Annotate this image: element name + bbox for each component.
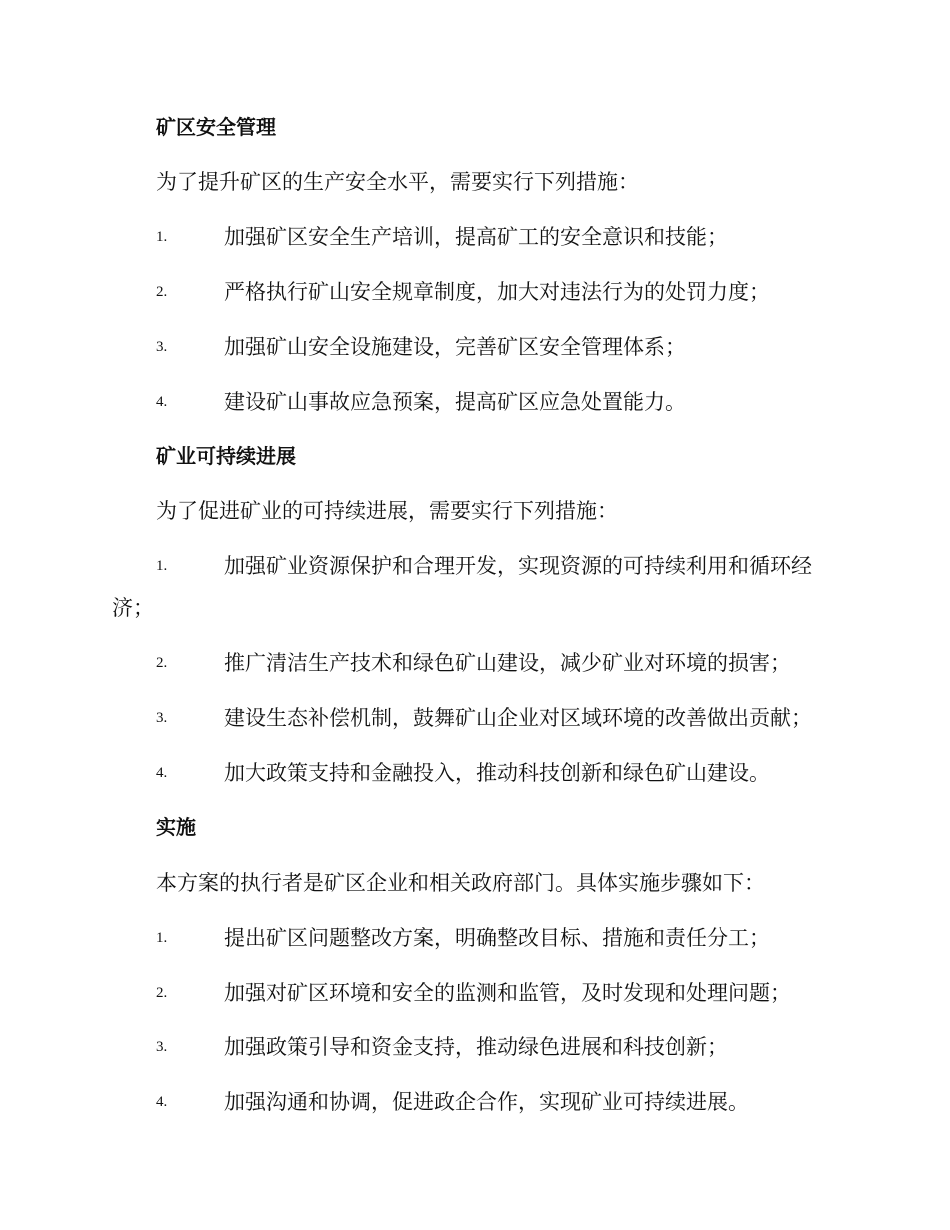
list-number: 4.	[156, 394, 168, 410]
list-number: 1.	[156, 558, 168, 574]
section-intro: 本方案的执行者是矿区企业和相关政府部门。具体实施步骤如下：	[156, 871, 765, 895]
list-item	[112, 333, 842, 361]
list-item	[112, 704, 842, 732]
list-number: 3.	[156, 710, 168, 726]
list-text: 提出矿区问题整改方案，明确整改目标、措施和责任分工；	[224, 926, 770, 950]
list-text: 加强对矿区环境和安全的监测和监管，及时发现和处理问题；	[224, 981, 791, 1005]
list-item	[112, 278, 842, 306]
list-number: 4.	[156, 1094, 168, 1110]
list-text: 加大政策支持和金融投入，推动科技创新和绿色矿山建设。	[224, 761, 770, 785]
list-number: 2.	[156, 284, 168, 300]
list-text: 建设矿山事故应急预案，提高矿区应急处置能力。	[224, 390, 686, 414]
list-number: 1.	[156, 229, 168, 245]
list-item	[112, 649, 842, 677]
list-text: 建设生态补偿机制，鼓舞矿山企业对区域环境的改善做出贡献；	[224, 706, 812, 730]
list-text: 加强矿山安全设施建设，完善矿区安全管理体系；	[224, 335, 686, 359]
list-item	[112, 223, 842, 251]
list-text: 推广清洁生产技术和绿色矿山建设，减少矿业对环境的损害；	[224, 651, 791, 675]
section-heading-mine-safety: 矿区安全管理	[156, 115, 276, 139]
list-item	[112, 979, 842, 1007]
section-heading-implementation: 实施	[156, 815, 196, 839]
list-number: 4.	[156, 765, 168, 781]
list-number: 3.	[156, 339, 168, 355]
list-text: 加强沟通和协调，促进政企合作，实现矿业可持续进展。	[224, 1090, 749, 1114]
list-item	[112, 759, 842, 787]
list-item	[112, 924, 842, 952]
list-item	[112, 1088, 842, 1116]
list-number: 3.	[156, 1039, 168, 1055]
list-item	[112, 545, 842, 629]
section-heading-sustainable-development: 矿业可持续进展	[156, 444, 296, 468]
list-item	[112, 388, 842, 416]
section-intro: 为了提升矿区的生产安全水平，需要实行下列措施：	[156, 170, 639, 194]
list-text: 严格执行矿山安全规章制度，加大对违法行为的处罚力度；	[224, 280, 770, 304]
list-number: 2.	[156, 985, 168, 1001]
list-number: 2.	[156, 655, 168, 671]
section-intro: 为了促进矿业的可持续进展，需要实行下列措施：	[156, 499, 618, 523]
list-number: 1.	[156, 930, 168, 946]
list-text: 加强矿业资源保护和合理开发，实现资源的可持续利用和循环经济；	[112, 554, 812, 620]
list-text: 加强矿区安全生产培训，提高矿工的安全意识和技能；	[224, 225, 728, 249]
list-item	[112, 1033, 842, 1061]
list-text: 加强政策引导和资金支持，推动绿色进展和科技创新；	[224, 1035, 728, 1059]
